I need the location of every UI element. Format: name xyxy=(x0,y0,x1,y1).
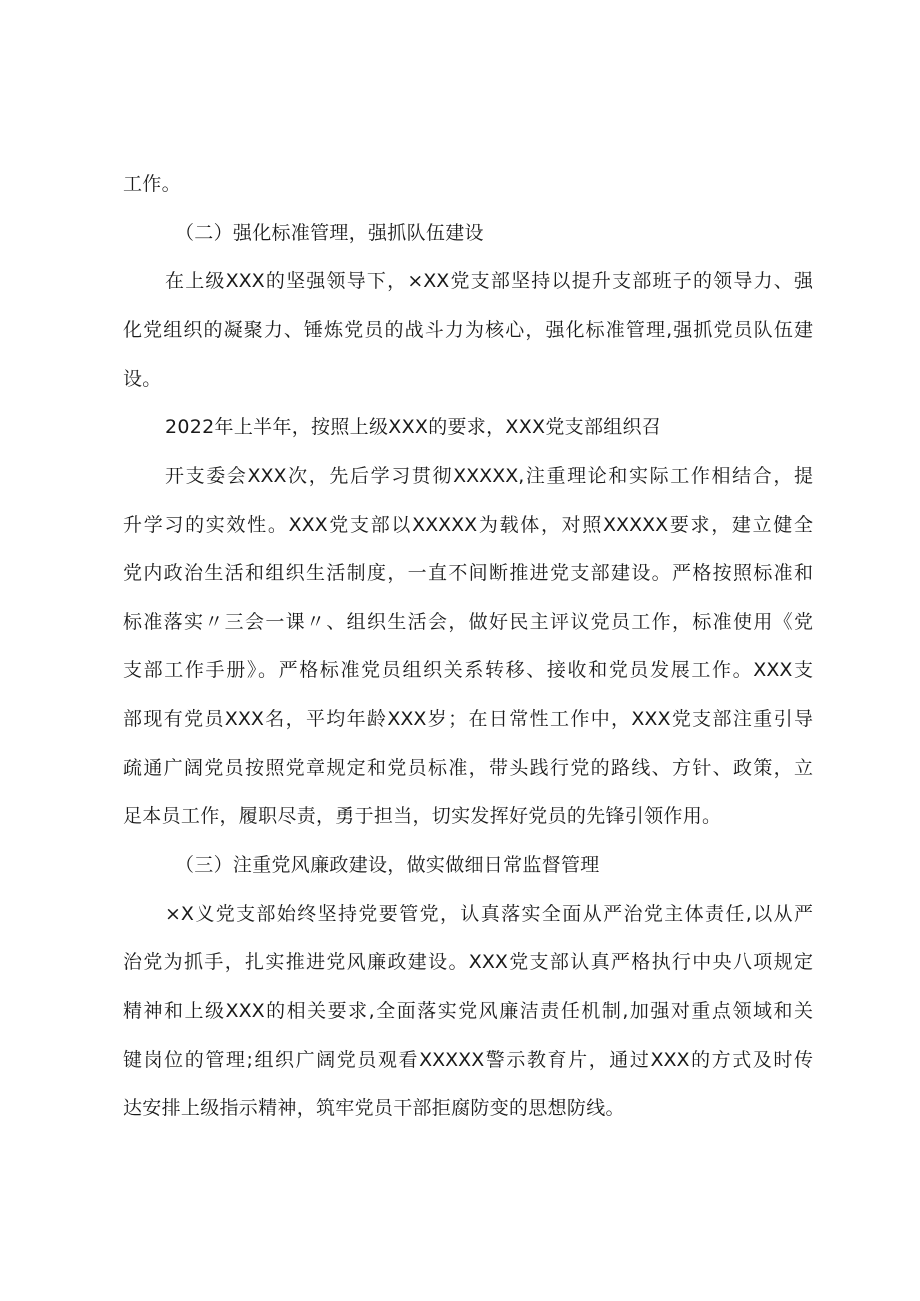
paragraph-line: 达安排上级指示精神，筑牢党员干部拒腐防变的思想防线。 xyxy=(123,1097,625,1119)
paragraph-line: 2022年上半年，按照上级XXX的要求，XXX党支部组织召 xyxy=(165,416,662,438)
paragraph-line: ×X义党支部始终坚持党要管党，认真落实全面从严治党主体责任,以从严 xyxy=(165,903,813,925)
paragraph-line: 升学习的实效性。XXX党支部以XXXXX为载体，对照XXXXX要求，建立健全 xyxy=(123,514,813,536)
paragraph-line: 设。 xyxy=(123,368,162,390)
paragraph-line: 开支委会XXX次，先后学习贯彻XXXXX,注重理论和实际工作相结合，提 xyxy=(165,465,813,487)
section-heading-2: （二）强化标准管理，强抓队伍建设 xyxy=(175,222,484,244)
paragraph-line: 足本员工作，履职尽责，勇于担当，切实发挥好党员的先锋引领作用。 xyxy=(123,805,722,827)
paragraph-line: 党内政治生活和组织生活制度，一直不间断推进党支部建设。严格按照标准和 xyxy=(123,562,813,584)
paragraph-line: 在上级XXX的坚强领导下，×XX党支部坚持以提升支部班子的领导力、强 xyxy=(165,270,813,292)
paragraph-line: 标准落实〃三会一课〃、组织生活会，做好民主评议党员工作，标准使用《党 xyxy=(123,611,813,633)
paragraph-line: 支部工作手册》。严格标准党员组织关系转移、接收和党员发展工作。XXX支 xyxy=(123,659,813,681)
paragraph-line: 治党为抓手，扎实推进党风廉政建设。XXX党支部认真严格执行中央八项规定 xyxy=(123,951,813,973)
paragraph-line: 精神和上级XXX的相关要求,全面落实党风廉洁责任机制,加强对重点领域和关 xyxy=(123,1000,813,1022)
section-heading-3: （三）注重党风廉政建设，做实做细日常监督管理 xyxy=(175,854,600,876)
paragraph-line: 部现有党员XXX名，平均年龄XXX岁；在日常性工作中，XXX党支部注重引导 xyxy=(123,708,813,730)
continuation-text: 工作。 xyxy=(123,173,181,195)
paragraph-line: 疏通广阔党员按照党章规定和党员标准，带头践行党的路线、方针、政策，立 xyxy=(123,757,813,779)
paragraph-line: 化党组织的凝聚力、锤炼党员的战斗力为核心，强化标准管理,强抓党员队伍建 xyxy=(123,319,813,341)
paragraph-line: 键岗位的管理;组织广阔党员观看XXXXX警示教育片，通过XXX的方式及时传 xyxy=(123,1049,813,1071)
